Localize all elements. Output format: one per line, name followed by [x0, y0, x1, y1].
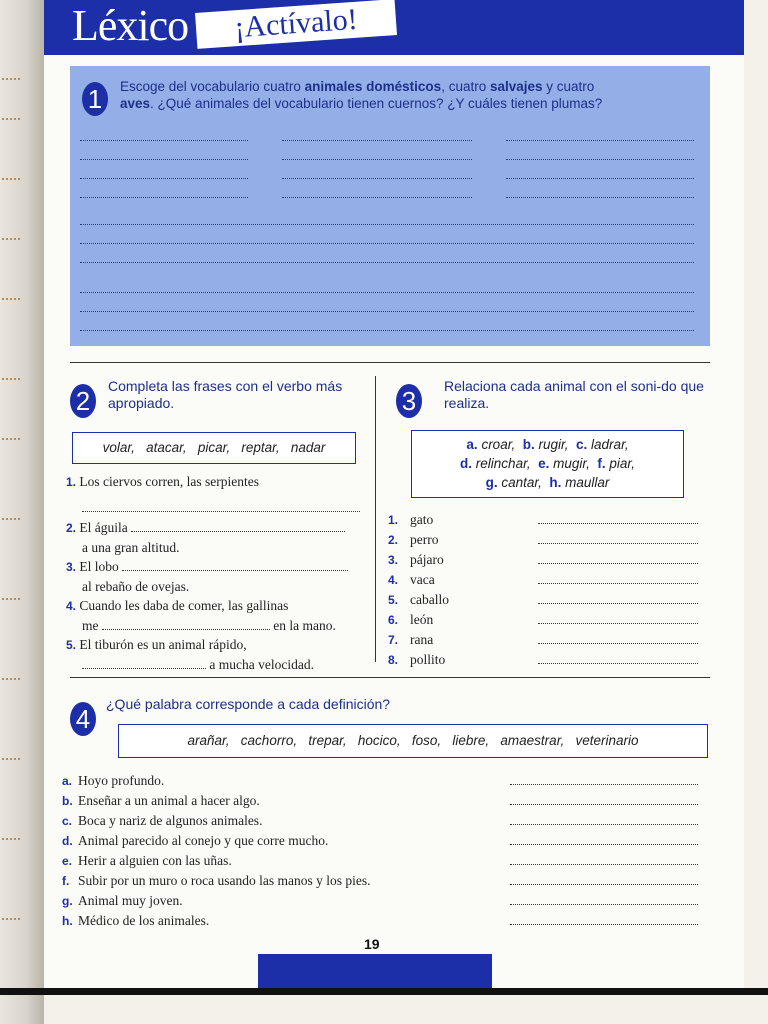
answer-line[interactable]	[538, 511, 698, 524]
animal-list	[388, 510, 708, 670]
sound-word: piar,	[609, 456, 635, 471]
answer-line[interactable]	[80, 140, 248, 141]
answer-line[interactable]	[80, 330, 694, 331]
item-number: 3.	[66, 560, 77, 574]
item-number: 1.	[66, 475, 77, 489]
answer-line[interactable]	[102, 629, 270, 630]
gutter-dots	[2, 598, 20, 600]
gutter-dots	[2, 758, 20, 760]
list-item	[82, 616, 366, 635]
animal-word: gato	[410, 512, 434, 527]
instruction-text: Escoge del vocabulario cuatro	[120, 79, 305, 94]
definition-text: Subir por un muro o roca usando las manos y los pies.	[78, 873, 371, 888]
item-text: El águila	[79, 520, 128, 535]
animal-word: pollito	[410, 652, 446, 667]
sound-word: mugir,	[553, 456, 590, 471]
answer-line[interactable]	[282, 159, 472, 160]
exercise-number: 3	[396, 384, 422, 418]
animal-word: perro	[410, 532, 439, 547]
answer-line[interactable]	[80, 292, 694, 293]
item-number: b.	[62, 794, 73, 808]
gutter-dots	[2, 438, 20, 440]
item-number: 2.	[388, 533, 399, 547]
list-item	[62, 831, 712, 851]
exercise-number: 4	[70, 702, 96, 736]
column-divider	[375, 376, 376, 662]
animal-word: pájaro	[410, 552, 444, 567]
sound-word: ladrar,	[591, 437, 629, 452]
list-item	[82, 655, 366, 674]
answer-line[interactable]	[506, 178, 694, 179]
definition-text: Herir a alguien con las uñas.	[78, 853, 232, 868]
section-divider	[70, 362, 710, 363]
exercise-2-items	[66, 472, 366, 674]
answer-line[interactable]	[80, 178, 248, 179]
sound-word: rugir,	[538, 437, 569, 452]
item-text: en la mano.	[273, 618, 336, 633]
item-number: 7.	[388, 633, 399, 647]
gutter-dots	[2, 518, 20, 520]
exercise-2-instruction: Completa las frases con el verbo más apropiado.	[108, 378, 343, 411]
item-number: g.	[62, 894, 73, 908]
sound-word: maullar	[565, 475, 610, 490]
instruction-bold: salvajes	[489, 79, 543, 94]
list-item	[66, 635, 366, 655]
animal-word: caballo	[410, 592, 449, 607]
sound-letter: h.	[549, 475, 562, 490]
sound-word: croar,	[481, 437, 516, 452]
item-text: El lobo	[79, 559, 119, 574]
list-item	[388, 550, 708, 570]
header-title-lexico: Léxico	[72, 1, 189, 50]
sounds-line	[412, 454, 683, 473]
answer-line[interactable]	[538, 591, 698, 604]
answer-line[interactable]	[510, 832, 698, 845]
animal-word: león	[410, 612, 434, 627]
answer-line[interactable]	[506, 140, 694, 141]
item-number: a.	[62, 774, 73, 788]
definition-text: Hoyo profundo.	[78, 773, 165, 788]
sound-letter: e.	[538, 456, 550, 471]
sound-word: relinchar,	[475, 456, 531, 471]
answer-line[interactable]	[538, 611, 698, 624]
answer-line[interactable]	[538, 551, 698, 564]
book-gutter	[0, 0, 44, 1024]
list-item	[66, 557, 366, 577]
definition-text: Enseñar a un animal a hacer algo.	[78, 793, 260, 808]
list-item	[62, 891, 712, 911]
verb-list-box: volar, atacar, picar, reptar, nadar	[72, 432, 356, 464]
answer-line[interactable]	[282, 197, 472, 198]
item-number: 5.	[388, 593, 399, 607]
answer-line[interactable]	[282, 140, 472, 141]
sounds-list-box	[411, 430, 684, 498]
answer-line[interactable]	[80, 243, 694, 244]
definition-text: Boca y nariz de algunos animales.	[78, 813, 263, 828]
answer-line[interactable]	[506, 197, 694, 198]
sound-letter: b.	[522, 437, 535, 452]
definition-text: Médico de los animales.	[78, 913, 210, 928]
list-item	[388, 530, 708, 550]
item-number: 8.	[388, 653, 399, 667]
animal-word: rana	[410, 632, 434, 647]
item-number: h.	[62, 914, 73, 928]
answer-line[interactable]	[80, 311, 694, 312]
section-divider	[70, 677, 710, 678]
item-text: me	[82, 618, 99, 633]
answer-line[interactable]	[82, 668, 206, 669]
gutter-dots	[2, 918, 20, 920]
definition-text: Animal parecido al conejo y que corre mucho.	[78, 833, 329, 848]
instruction-text: y cuatro	[542, 79, 595, 94]
answer-line[interactable]	[510, 892, 698, 905]
answer-line[interactable]	[510, 792, 698, 805]
item-text: Cuando les daba de comer, las gallinas	[79, 598, 289, 613]
sound-letter: d.	[460, 456, 473, 471]
list-item	[388, 510, 708, 530]
word-bank-box: arañar, cachorro, trepar, hocico, foso, liebre, amaestrar, veterinario	[118, 724, 708, 758]
answer-line[interactable]	[80, 197, 248, 198]
gutter-dots	[2, 678, 20, 680]
list-item	[62, 871, 712, 891]
answer-line[interactable]	[510, 772, 698, 785]
answer-line[interactable]	[131, 531, 345, 532]
item-text: al rebaño de ovejas.	[82, 579, 190, 594]
instruction-text: , cuatro	[441, 79, 490, 94]
answer-line[interactable]	[80, 224, 694, 225]
exercise-number: 2	[70, 384, 96, 418]
item-text: Los ciervos corren, las serpientes	[79, 474, 259, 489]
sound-word: cantar,	[501, 475, 542, 490]
instruction-bold: animales domésticos	[304, 79, 442, 94]
gutter-dots	[2, 838, 20, 840]
page-bottom-edge	[0, 988, 768, 995]
list-item	[66, 596, 366, 616]
answer-line[interactable]	[80, 262, 694, 263]
list-item	[388, 590, 708, 610]
list-item	[388, 650, 708, 670]
page-number: 19	[364, 936, 380, 952]
item-number: 3.	[388, 553, 399, 567]
sound-letter: c.	[576, 437, 588, 452]
list-item	[388, 630, 708, 650]
exercise-3-instruction: Relaciona cada animal con el soni-do que realiza.	[444, 378, 704, 411]
list-item	[62, 771, 712, 791]
footer-bar	[258, 954, 492, 988]
gutter-dots	[2, 238, 20, 240]
definition-text: Animal muy joven.	[78, 893, 183, 908]
item-number: 2.	[66, 521, 77, 535]
page-header	[44, 0, 744, 55]
workbook-page	[44, 0, 744, 995]
item-number: 4.	[388, 573, 399, 587]
list-item	[388, 570, 708, 590]
instruction-text: . ¿Qué animales del vocabulario tienen cuernos? ¿Y cuáles tienen plumas?	[150, 96, 603, 111]
sound-letter: f.	[597, 456, 606, 471]
sound-letter: a.	[466, 437, 478, 452]
answer-line[interactable]	[282, 178, 472, 179]
gutter-dots	[2, 378, 20, 380]
instruction-bold: aves	[120, 96, 151, 111]
answer-line[interactable]	[506, 159, 694, 160]
answer-line[interactable]	[510, 872, 698, 885]
answer-line[interactable]	[510, 912, 698, 925]
sounds-line	[412, 435, 683, 454]
item-text: El tiburón es un animal rápido,	[79, 637, 247, 652]
list-item	[388, 610, 708, 630]
answer-line[interactable]	[538, 531, 698, 544]
item-number: f.	[62, 874, 70, 888]
animal-word: vaca	[410, 572, 435, 587]
item-number: c.	[62, 814, 73, 828]
item-text: a una gran altitud.	[82, 540, 180, 555]
item-number: 1.	[388, 513, 399, 527]
list-item	[62, 791, 712, 811]
exercise-number: 1	[82, 82, 108, 116]
answer-line[interactable]	[538, 571, 698, 584]
list-item	[62, 811, 712, 831]
exercise-1-instruction	[120, 78, 700, 112]
answer-line[interactable]	[538, 651, 698, 664]
item-number: 5.	[66, 638, 77, 652]
gutter-dots	[2, 178, 20, 180]
gutter-dots	[2, 118, 20, 120]
exercise-4-instruction: ¿Qué palabra corresponde a cada definición?	[106, 696, 391, 712]
answer-line[interactable]	[538, 631, 698, 644]
header-title-activalo: ¡Actívalo!	[195, 0, 397, 49]
answer-line[interactable]	[510, 812, 698, 825]
item-number: 6.	[388, 613, 399, 627]
answer-line[interactable]	[510, 852, 698, 865]
list-item	[66, 518, 366, 538]
list-item	[62, 911, 712, 931]
sounds-line	[412, 473, 683, 492]
item-number: d.	[62, 834, 73, 848]
item-number: 4.	[66, 599, 77, 613]
gutter-dots	[2, 78, 20, 80]
answer-line[interactable]	[122, 570, 348, 571]
answer-line[interactable]	[80, 159, 248, 160]
sound-letter: g.	[485, 475, 498, 490]
list-item	[62, 851, 712, 871]
item-number: e.	[62, 854, 73, 868]
item-text: a mucha velocidad.	[209, 657, 314, 672]
exercise-1-box	[70, 66, 710, 346]
definition-list	[62, 771, 712, 931]
answer-line[interactable]	[82, 492, 360, 512]
gutter-dots	[2, 298, 20, 300]
list-item	[66, 472, 366, 492]
